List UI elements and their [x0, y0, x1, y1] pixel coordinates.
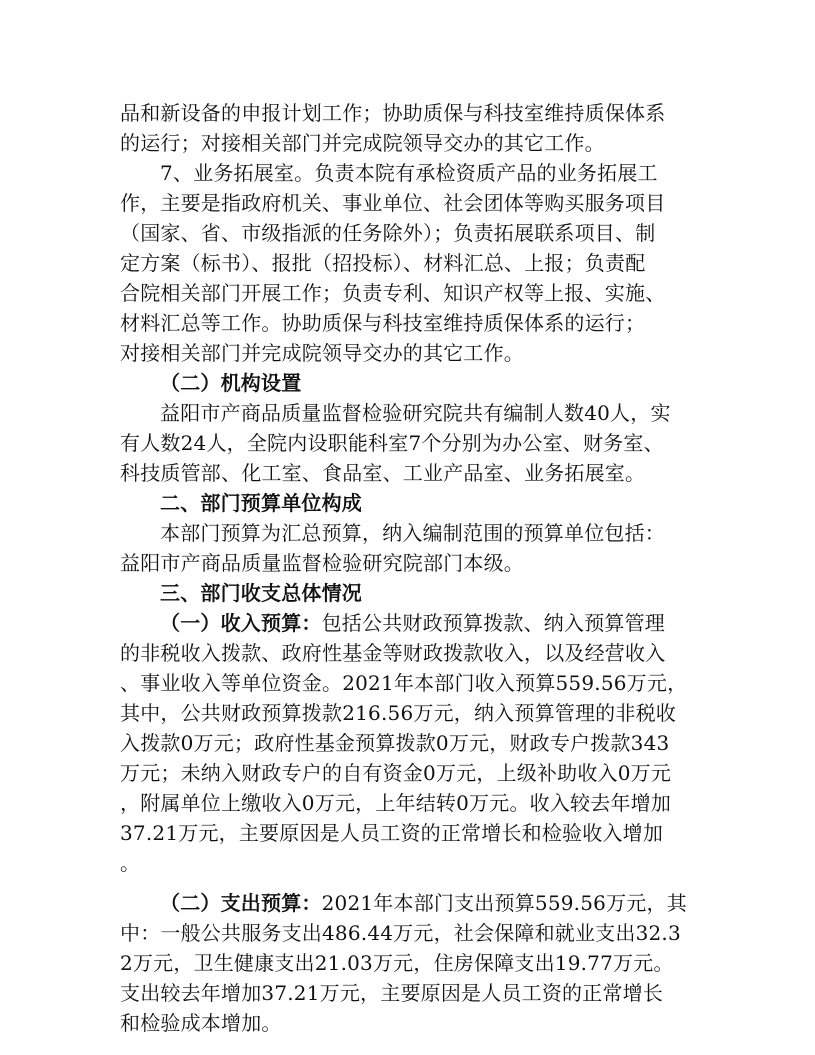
section-heading: 三、部门收支总体情况 — [160, 581, 362, 605]
paragraph-line: 支出较去年增加37.21万元，主要原因是人员工资的正常增长 — [120, 981, 664, 1005]
paragraph-line: 作，主要是指政府机关、事业单位、社会团体等购买服务项目 — [120, 191, 666, 215]
paragraph-line: 品和新设备的申报计划工作；协助质保与科技室维持质保体系 — [120, 101, 666, 125]
paragraph-line: 2万元，卫生健康支出21.03万元，住房保障支出19.77万元。 — [120, 951, 674, 975]
paragraph-text: 包括公共财政预算拨款、纳入预算管理 — [321, 611, 666, 635]
paragraph-line: 益阳市产商品质量监督检验研究院共有编制人数40人，实 — [160, 401, 671, 425]
paragraph-line: 和检验成本增加。 — [120, 1011, 282, 1035]
paragraph-line: 的运行；对接相关部门并完成院领导交办的其它工作。 — [120, 131, 605, 155]
paragraph-line: 、事业收入等单位资金。2021年本部门收入预算559.56万元， — [120, 671, 688, 695]
paragraph-line: 其中，公共财政预算拨款216.56万元，纳入预算管理的非税收 — [120, 701, 676, 725]
paragraph-line — [160, 888, 687, 918]
paragraph-line: 科技质管部、化工室、食品室、工业产品室、业务拓展室。 — [120, 461, 646, 485]
paragraph-line: 的非税收入拨款、政府性基金等财政拨款收入，以及经营收入 — [120, 641, 666, 665]
paragraph-line: 材料汇总等工作。协助质保与科技室维持质保体系的运行； — [120, 311, 646, 335]
paragraph-line: 本部门预算为汇总预算，纳入编制范围的预算单位包括： — [160, 521, 665, 545]
paragraph-text: 2021年本部门支出预算559.56万元，其 — [321, 891, 687, 915]
section-heading: （二）机构设置 — [160, 371, 302, 395]
paragraph-line: 万元；未纳入财政专户的自有资金0万元，上级补助收入0万元 — [120, 761, 672, 785]
paragraph-line: 对接相关部门并完成院领导交办的其它工作。 — [120, 341, 524, 365]
paragraph-line: 7、业务拓展室。负责本院有承检资质产品的业务拓展工 — [160, 161, 658, 185]
paragraph-line — [160, 608, 665, 638]
paragraph-line: 合院相关部门开展工作；负责专利、知识产权等上报、实施、 — [120, 281, 666, 305]
paragraph-line: 入拨款0万元；政府性基金预算拨款0万元，财政专户拨款343 — [120, 731, 670, 755]
paragraph-line: 益阳市产商品质量监督检验研究院部门本级。 — [120, 551, 524, 575]
paragraph-line: 。 — [120, 851, 141, 875]
paragraph-line: 37.21万元，主要原因是人员工资的正常增长和检验收入增加 — [120, 821, 664, 845]
section-heading: 二、部门预算单位构成 — [160, 491, 362, 515]
paragraph-line: （国家、省、市级指派的任务除外）；负责拓展联系项目、制 — [120, 221, 656, 245]
subsection-label: （一）收入预算： — [160, 611, 322, 635]
subsection-label: （二）支出预算： — [160, 891, 322, 915]
paragraph-line: ，附属单位上缴收入0万元，上年结转0万元。收入较去年增加 — [120, 791, 672, 815]
paragraph-line: 定方案（标书）、报批（招投标）、材料汇总、上报；负责配 — [120, 251, 646, 275]
paragraph-line: 中：一般公共服务支出486.44万元，社会保障和就业支出32.3 — [120, 921, 681, 945]
paragraph-line: 有人数24人，全院内设职能科室7个分别为办公室、财务室、 — [120, 431, 664, 455]
